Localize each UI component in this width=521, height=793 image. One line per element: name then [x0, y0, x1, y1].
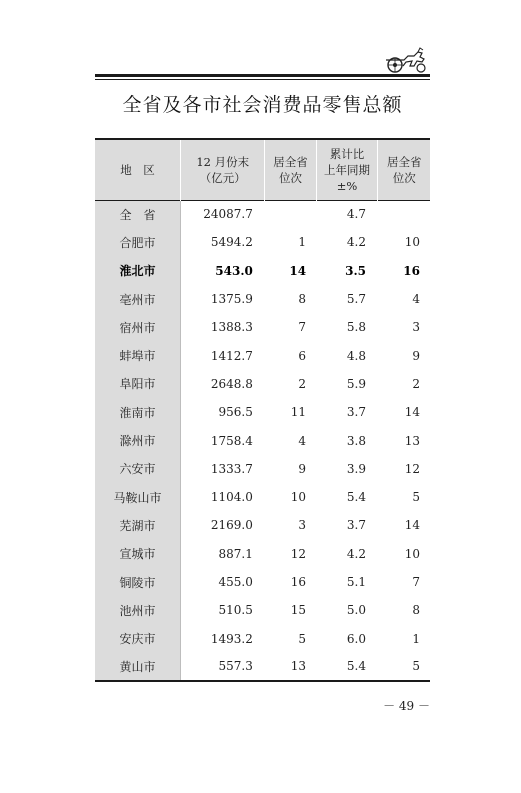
amount-rank-cell: 13 [290, 659, 307, 674]
growth-cell: 5.7 [346, 292, 366, 307]
amount-cell: 510.5 [218, 603, 253, 618]
growth-rank-cell: 10 [404, 546, 420, 561]
amount-rank-cell: 6 [298, 348, 307, 363]
header-growth [316, 139, 378, 200]
amount-rank-cell: 1 [298, 235, 307, 250]
growth-rank-cell: 5 [412, 490, 420, 505]
amount-cell: 1333.7 [210, 461, 253, 476]
table-row [95, 624, 430, 652]
amount-rank-cell: 7 [298, 320, 307, 335]
header-rule-thick [95, 74, 430, 77]
growth-cell: 3.5 [345, 263, 366, 278]
header-growth-line1: 累计比 [329, 146, 365, 161]
growth-rank-cell: 10 [404, 235, 420, 250]
header-growth-rank-line1: 居全省 [386, 154, 422, 169]
table-row [95, 285, 430, 313]
amount-cell: 455.0 [218, 575, 253, 589]
table-row [95, 511, 430, 539]
header-growth-rank-line2: 位次 [392, 170, 416, 185]
header-amount-line2: （亿元） [199, 170, 246, 185]
growth-rank-cell: 8 [412, 603, 420, 618]
table-row [95, 596, 430, 624]
table-row [95, 653, 430, 681]
region-cell: 黄山市 [95, 653, 181, 681]
growth-cell: 6.0 [346, 631, 366, 646]
table-row [95, 568, 430, 596]
amount-cell: 1388.3 [210, 320, 253, 335]
growth-cell: 5.1 [346, 575, 366, 589]
amount-rank-cell: 4 [298, 433, 307, 448]
region-cell: 全 省 [95, 200, 181, 228]
growth-cell: 5.4 [346, 659, 366, 674]
amount-rank-cell: 12 [290, 546, 307, 561]
amount-cell: 24087.7 [203, 207, 253, 222]
table-row [95, 398, 430, 426]
amount-cell: 2169.0 [210, 518, 253, 533]
growth-cell: 4.8 [346, 348, 366, 363]
growth-rank-cell: 16 [403, 263, 420, 278]
amount-cell: 1104.0 [210, 490, 253, 505]
table-row [95, 455, 430, 483]
header-amount-rank-line1: 居全省 [273, 154, 308, 169]
table-row [95, 228, 430, 256]
header-growth-line2: 上年同期 [324, 162, 371, 177]
amount-rank-cell: 14 [289, 263, 307, 278]
amount-cell: 1375.9 [210, 292, 253, 307]
growth-rank-cell: 9 [412, 348, 420, 363]
growth-cell: 3.8 [346, 433, 366, 448]
growth-rank-cell: 14 [404, 518, 420, 533]
region-cell: 滁州市 [95, 426, 181, 454]
amount-rank-cell: 3 [298, 518, 307, 533]
region-cell: 铜陵市 [95, 568, 181, 596]
region-cell: 六安市 [95, 455, 181, 483]
header-region-label: 地 区 [120, 162, 155, 177]
growth-cell: 5.0 [346, 603, 366, 618]
header-amount-rank-line2: 位次 [278, 170, 302, 185]
amount-rank-cell: 2 [298, 376, 307, 391]
table-row-highlighted [95, 257, 430, 285]
table-body [95, 200, 430, 681]
region-cell: 合肥市 [95, 228, 181, 256]
growth-rank-cell: 2 [412, 376, 420, 391]
amount-cell: 887.1 [218, 546, 253, 561]
amount-cell: 2648.8 [210, 376, 253, 391]
table-row [95, 200, 430, 228]
page-number: － 49 － [383, 699, 430, 713]
growth-rank-cell: 7 [412, 575, 420, 589]
region-cell: 亳州市 [95, 285, 181, 313]
growth-cell: 4.7 [346, 207, 366, 222]
growth-cell: 5.8 [346, 320, 366, 335]
amount-cell: 557.3 [218, 659, 253, 674]
amount-cell: 1412.7 [210, 348, 253, 363]
region-cell: 马鞍山市 [95, 483, 181, 511]
region-cell: 池州市 [95, 596, 181, 624]
retail-sales-table [95, 138, 430, 682]
region-cell: 芜湖市 [95, 511, 181, 539]
amount-cell: 1758.4 [210, 433, 253, 448]
region-cell: 淮南市 [95, 398, 181, 426]
region-cell: 蚌埠市 [95, 341, 181, 369]
region-cell: 宿州市 [95, 313, 181, 341]
growth-rank-cell: 1 [412, 631, 420, 646]
region-cell: 阜阳市 [95, 370, 181, 398]
region-cell: 淮北市 [95, 257, 181, 285]
header-amount-rank [265, 139, 316, 200]
page-title: 全省及各市社会消费品零售总额 [122, 94, 403, 116]
growth-rank-cell: 14 [404, 405, 420, 420]
table-row [95, 540, 430, 568]
table-row [95, 426, 430, 454]
table-row [95, 341, 430, 369]
growth-rank-cell: 3 [412, 320, 420, 335]
amount-rank-cell: 10 [290, 490, 307, 505]
amount-rank-cell: 11 [290, 405, 307, 420]
table-row [95, 483, 430, 511]
amount-cell: 543.0 [215, 263, 253, 278]
amount-rank-cell: 16 [290, 575, 307, 589]
amount-rank-cell: 15 [290, 603, 307, 618]
header-growth-rank [378, 139, 430, 200]
table-row [95, 313, 430, 341]
growth-cell: 3.7 [346, 518, 366, 533]
amount-rank-cell: 5 [298, 631, 307, 646]
amount-cell: 956.5 [218, 405, 253, 420]
header-amount-line1: 12 月份末 [196, 154, 250, 169]
amount-rank-cell: 9 [298, 461, 307, 476]
growth-cell: 3.9 [346, 461, 366, 476]
growth-cell: 4.2 [346, 235, 366, 250]
amount-rank-cell [265, 200, 316, 228]
growth-rank-cell [378, 200, 430, 228]
region-cell: 宣城市 [95, 540, 181, 568]
region-cell: 安庆市 [95, 624, 181, 652]
growth-rank-cell: 12 [404, 461, 420, 476]
growth-cell: 3.7 [346, 405, 366, 420]
table-row [95, 370, 430, 398]
growth-rank-cell: 5 [412, 659, 420, 674]
amount-cell: 5494.2 [210, 235, 253, 250]
growth-cell: 5.9 [346, 376, 366, 391]
header-amount [181, 139, 265, 200]
header-region [95, 139, 181, 200]
chariot-logo-icon [384, 46, 430, 74]
amount-cell: 1493.2 [210, 631, 253, 646]
growth-cell: 5.4 [346, 490, 366, 505]
growth-cell: 4.2 [346, 546, 366, 561]
table-header [95, 139, 430, 200]
header-rule-thin [95, 79, 430, 80]
header-growth-line3: ±% [336, 178, 358, 193]
growth-rank-cell: 4 [412, 292, 420, 307]
amount-rank-cell: 8 [298, 292, 307, 307]
growth-rank-cell: 13 [404, 433, 420, 448]
